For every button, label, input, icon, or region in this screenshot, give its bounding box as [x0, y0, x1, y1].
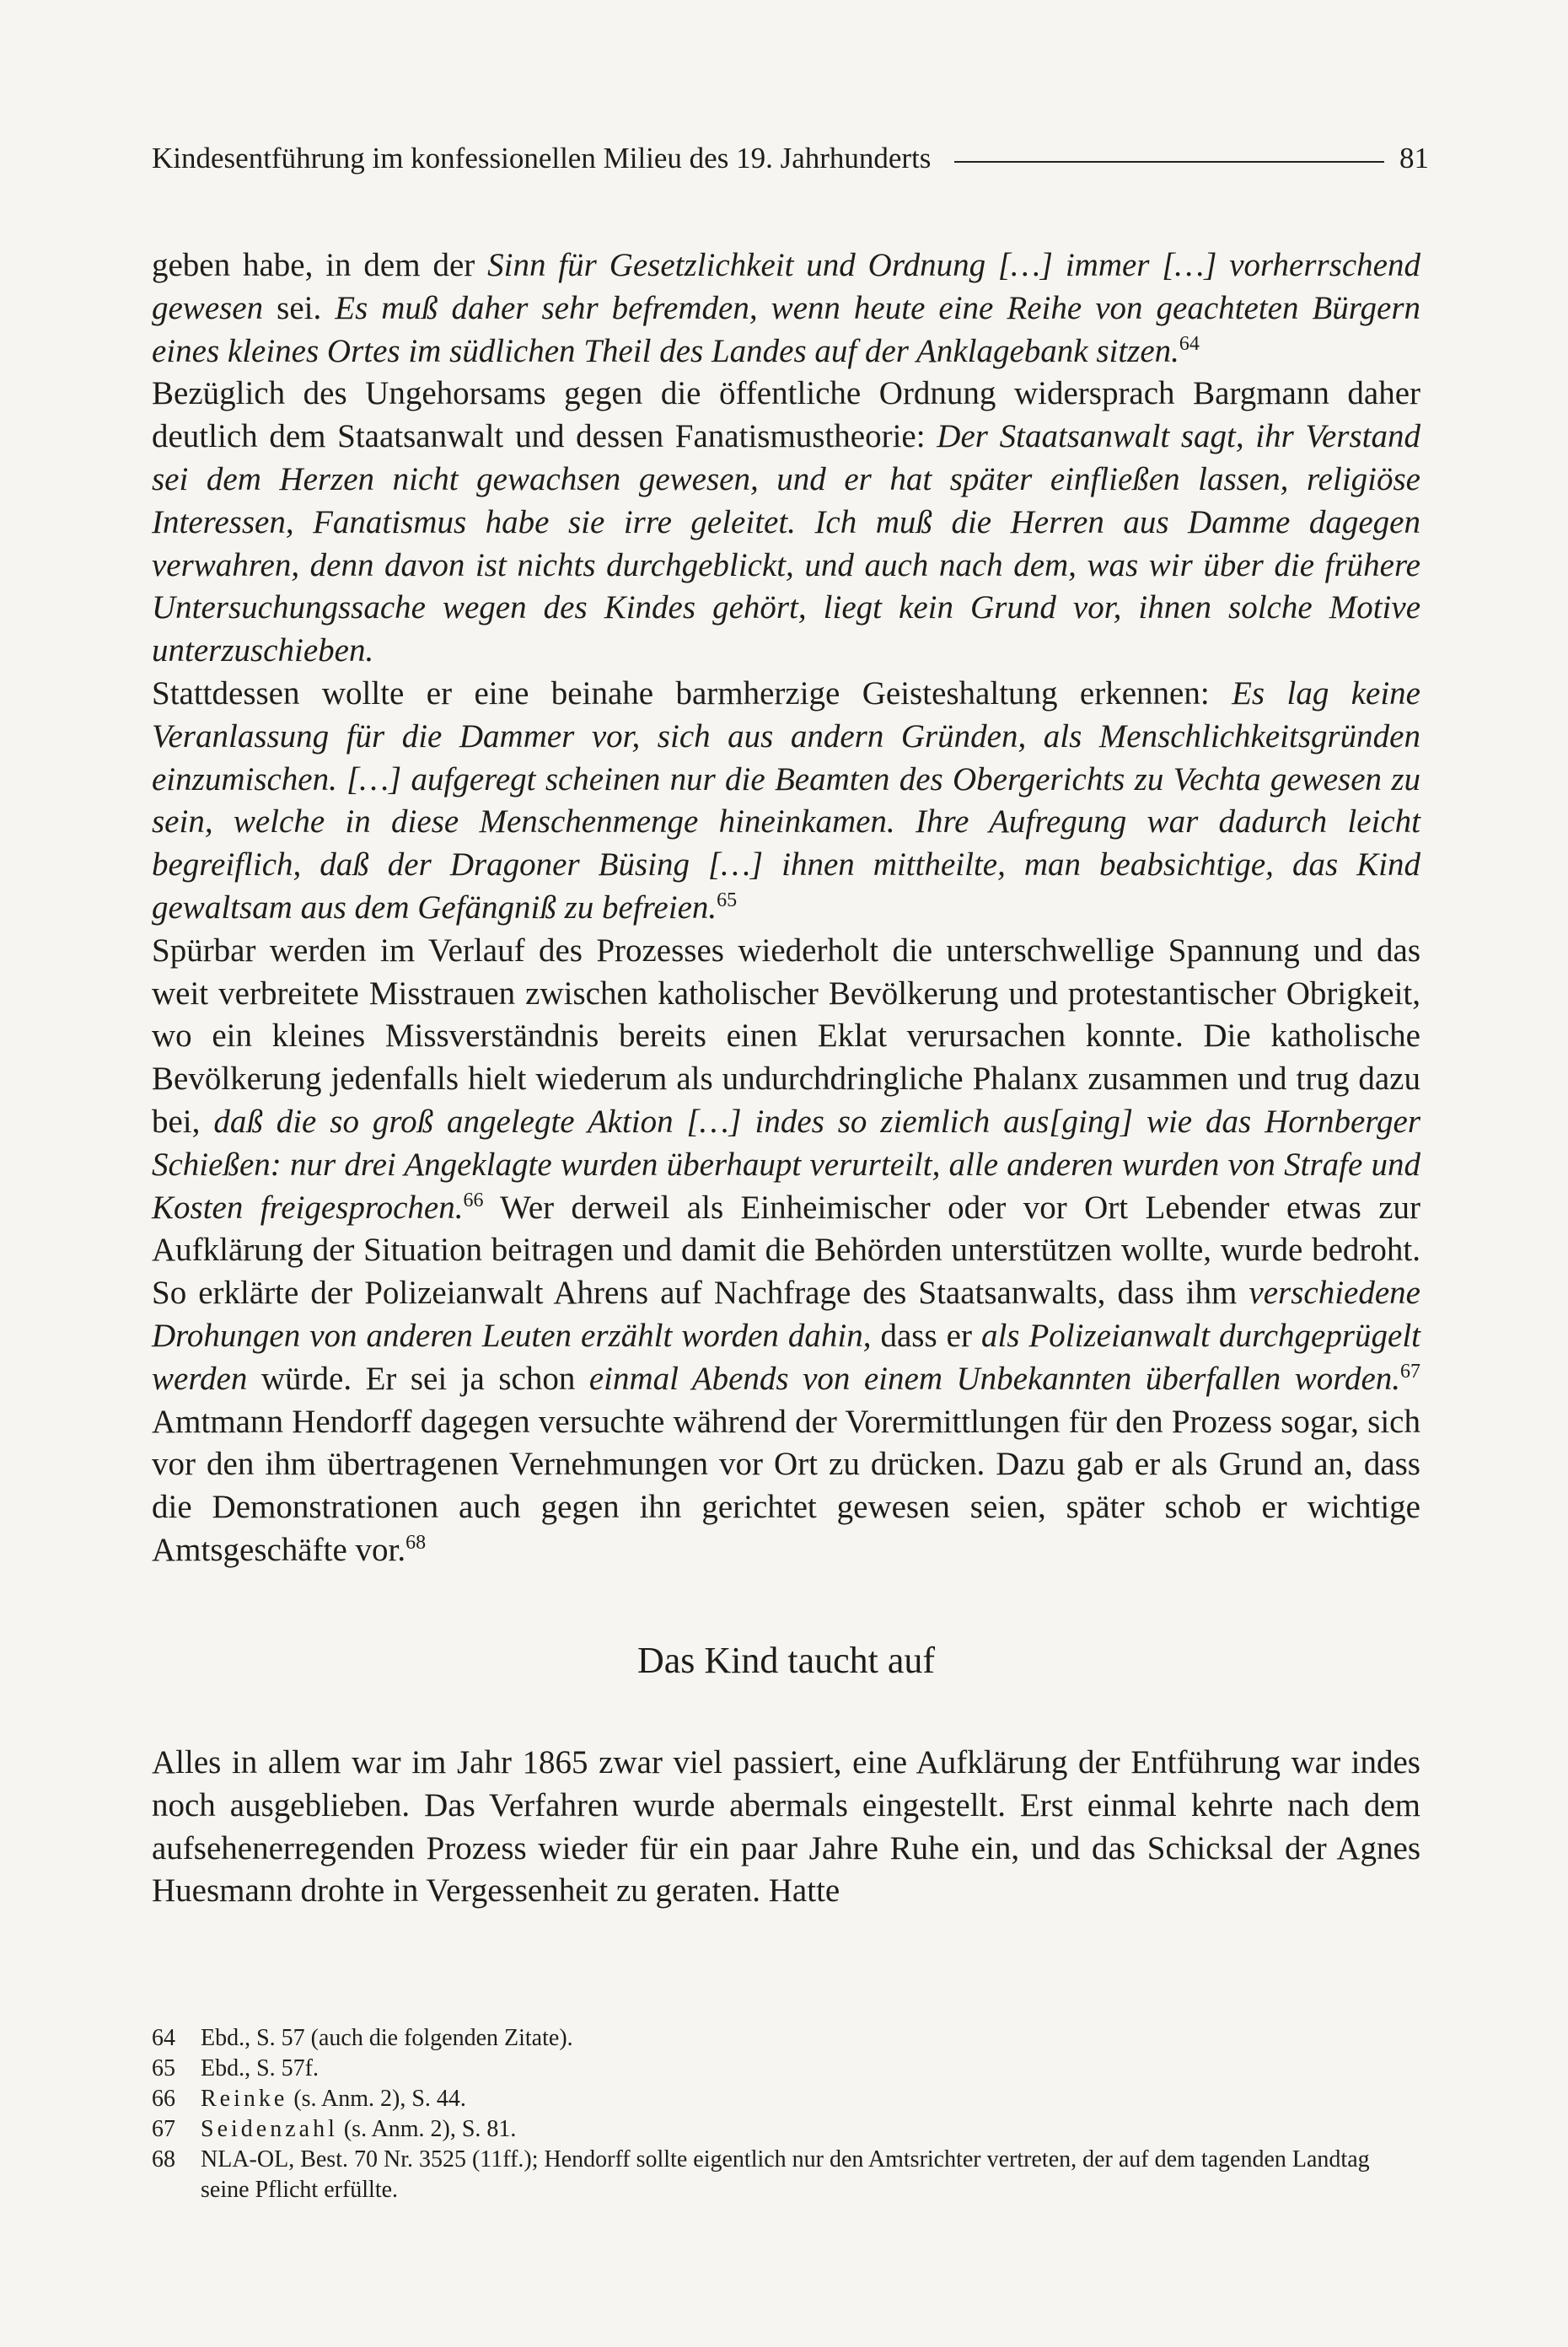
text-run: Amtmann Hendorff dagegen versuchte während der Vorermittlungen für den Prozess sogar, sich vor den ihm übertragenen Vernehmungen vor Ort zu drücken. Dazu gab er als Grund an, dass die Demonstrationen auch gegen ihn gerichtet gewesen seien, später schob er wichtige Amtsgeschäfte vor.: [152, 1403, 1420, 1568]
footnote-number: 66: [152, 2086, 175, 2112]
text-run: würde. Er sei ja schon: [247, 1360, 589, 1397]
footnote: [152, 2023, 1420, 2054]
text-run: Spürbar werden im Verlauf des Prozesses wiederholt die unterschwellige Spannung und das weit verbreitete Misstrauen zwischen katholischer Bevölkerung und protestantischer Obrigkeit, wo ein kleines Missverständnis bereits einen Eklat verursachen konnte. Die katholische Bevölkerung jedenfalls hielt wiederum als undurchdringliche Phalanx zusammen und trug dazu bei,: [152, 932, 1420, 1140]
footnote-ref: 66: [463, 1189, 484, 1211]
running-head-title: Kindesentführung im konfessionellen Milieu des 19. Jahrhunderts: [152, 142, 932, 175]
paragraph-3: [152, 673, 1420, 930]
text-run: Wer derweil als Einheimischer oder vor Ort Lebender etwas zur Aufklärung der Situation beitragen und damit die Behörden unterstützen wollte, wurde bedroht. So erklärte der Polizeianwalt Ahrens auf Nachfrage des Staatsanwalts, dass ihm: [152, 1189, 1420, 1312]
text-run: Bezüglich des Ungehorsams gegen die öffentliche Ordnung widersprach Bargmann daher deutlich dem Staatsanwalt und dessen Fanatismustheorie:: [152, 375, 1420, 455]
footnote-number: 64: [152, 2025, 175, 2051]
text-run: sei.: [263, 289, 336, 326]
quote: Sinn für Gesetzlichkeit und Ordnung […] immer […] vorherrschend gewesen: [152, 247, 1420, 326]
footnote-ref: 68: [405, 1531, 427, 1554]
footnote-text: NLA-OL, Best. 70 Nr. 3525 (11ff.); Hendorff sollte eigentlich nur den Amtsrichter vertreten, der auf dem tagenden Landtag seine Pflicht erfüllte.: [201, 2146, 1370, 2203]
footnote-number: 67: [152, 2116, 175, 2142]
quote: daß die so groß angelegte Aktion […] indes so ziemlich aus[ging] wie das Hornberger Schießen: nur drei Angeklagte wurden überhaupt verurteilt, alle anderen wurden von Strafe und Kosten freigesprochen.: [152, 1103, 1420, 1226]
section-heading: Das Kind taucht auf: [636, 1640, 936, 1681]
footnote-number: 65: [152, 2055, 175, 2081]
text-run: Stattdessen wollte er eine beinahe barmherzige Geisteshaltung erkennen:: [152, 674, 1232, 712]
text-run: dass er: [871, 1317, 981, 1354]
quote: als Polizeianwalt durchgeprügelt werden: [152, 1317, 1420, 1397]
header-rule: [954, 161, 1384, 163]
footnote: [152, 2084, 1420, 2114]
footnote: [152, 2054, 1420, 2084]
footnote-ref: 65: [717, 889, 738, 911]
footnote-author: Seidenzahl: [201, 2116, 338, 2142]
paragraph-4: [152, 930, 1420, 1572]
footnote-text: Ebd., S. 57f.: [201, 2055, 319, 2081]
footnote-number: 68: [152, 2146, 175, 2172]
page-number: 81: [1399, 142, 1429, 175]
footnote-rest: (s. Anm. 2), S. 44.: [287, 2086, 466, 2112]
quote: einmal Abends von einem Unbekannten überfallen worden.: [588, 1360, 1401, 1397]
footnote-ref: 67: [1400, 1360, 1421, 1383]
running-head: [152, 142, 1429, 175]
footnotes: [152, 2023, 1420, 2205]
footnote: [152, 2114, 1420, 2145]
quote: Der Staatsanwalt sagt, ihr Verstand sei dem Herzen nicht gewachsen gewesen, und er hat später einfließen lassen, religiöse Interessen, Fanatismus habe sie irre geleitet. Ich muß die Herren aus Damme dagegen verwahren, denn davon ist nichts durchgeblickt, und auch nach dem, was wir über die frühere Untersuchungssache wegen des Kindes gehört, liegt kein Grund vor, ihnen solche Motive unterzuschieben.: [152, 418, 1420, 669]
footnote-text: [201, 2114, 1420, 2145]
footnote-author: Reinke: [201, 2086, 288, 2112]
quote: verschiedene Drohungen von anderen Leuten erzählt worden dahin,: [152, 1275, 1420, 1354]
text-run: geben habe, in dem der: [152, 247, 488, 283]
paragraph-5: Alles in allem war im Jahr 1865 zwar viel passiert, eine Aufklärung der Entführung war indes noch ausgeblieben. Das Verfahren wurde abermals eingestellt. Erst einmal kehrte nach dem aufsehenerregenden Prozess wieder für ein paar Jahre Ruhe ein, und das Schicksal der Agnes Huesmann drohte in Vergessenheit zu geraten. Hatte: [152, 1744, 1420, 1909]
main-text: [152, 244, 1420, 1572]
paragraph-2: [152, 373, 1420, 673]
footnote-text: Ebd., S. 57 (auch die folgenden Zitate).: [201, 2025, 573, 2051]
paragraph-1: [152, 244, 1420, 373]
footnote: [152, 2145, 1420, 2205]
footnote-text: [201, 2084, 1420, 2114]
footnote-ref: 64: [1179, 332, 1200, 355]
quote: Es lag keine Veranlassung für die Dammer vor, sich aus andern Gründen, als Menschlichkeitsgründen einzumischen. […] aufgeregt scheinen nur die Beamten des Obergerichts zu Vechta gewesen zu sein, welche in diese Menschenmenge hineinkamen. Ihre Aufregung war dadurch leicht begreiflich, daß der Dragoner Büsing […] ihnen mittheilte, man beabsichtige, das Kind gewaltsam aus dem Gefängniß zu befreien.: [152, 674, 1420, 926]
footnote-rest: (s. Anm. 2), S. 81.: [337, 2116, 517, 2142]
quote: Es muß daher sehr befremden, wenn heute eine Reihe von geachteten Bürgern eines kleines Ortes im südlichen Theil des Landes auf der Anklagebank sitzen.: [152, 289, 1421, 369]
